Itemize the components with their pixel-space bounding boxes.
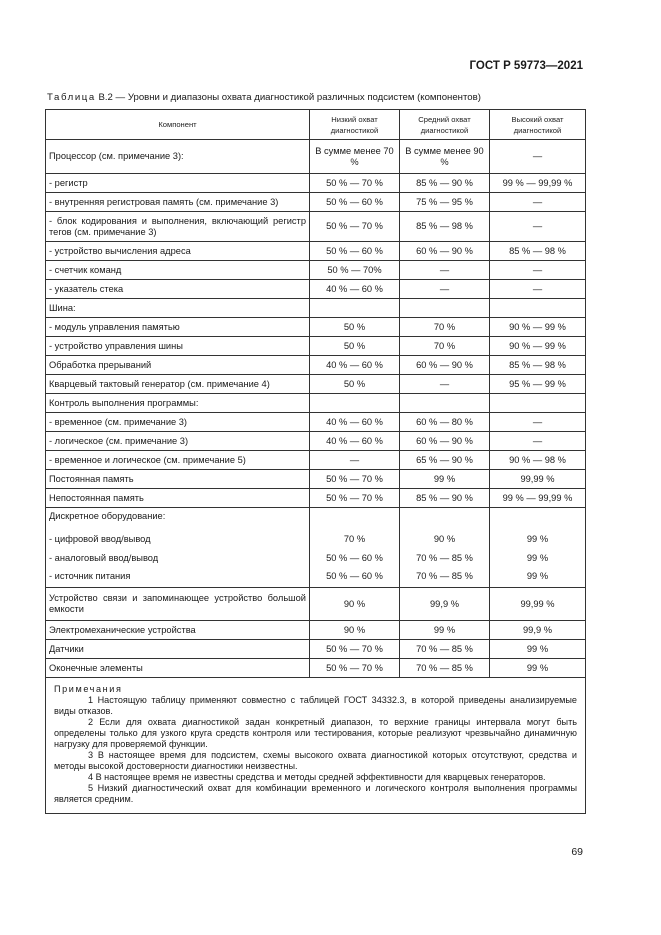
col-header-component: Компонент bbox=[46, 110, 310, 140]
table-row bbox=[46, 451, 586, 470]
discrete-low-value: 70 % bbox=[343, 534, 366, 544]
mid-coverage-cell: 70 % — 85 % bbox=[400, 659, 490, 678]
table-header-row bbox=[46, 110, 586, 140]
low-coverage-cell bbox=[310, 299, 400, 318]
component-cell: Контроль выполнения программы: bbox=[46, 394, 310, 413]
high-coverage-cell bbox=[490, 394, 586, 413]
component-cell: - модуль управления памятью bbox=[46, 318, 310, 337]
component-cell: Шина: bbox=[46, 299, 310, 318]
mid-coverage-cell bbox=[400, 394, 490, 413]
mid-coverage-cell: 60 % — 90 % bbox=[400, 432, 490, 451]
component-cell: - устройство управления шины bbox=[46, 337, 310, 356]
low-coverage-cell: 50 % bbox=[310, 337, 400, 356]
low-coverage-cell: 50 % — 60 % bbox=[310, 193, 400, 212]
discrete-item-label: - аналоговый ввод/вывод bbox=[49, 553, 159, 563]
component-cell: - регистр bbox=[46, 174, 310, 193]
high-coverage-cell: 99 % — 99,99 % bbox=[490, 174, 586, 193]
mid-coverage-cell: 60 % — 90 % bbox=[400, 242, 490, 261]
component-cell: - устройство вычисления адреса bbox=[46, 242, 310, 261]
mid-coverage-cell: 75 % — 95 % bbox=[400, 193, 490, 212]
high-coverage-cell: 99,99 % bbox=[490, 588, 586, 621]
low-coverage-cell: 50 % — 70 % bbox=[310, 470, 400, 489]
low-coverage-cell: 50 % — 70 % bbox=[310, 659, 400, 678]
table-row bbox=[46, 318, 586, 337]
discrete-item-label: - источник питания bbox=[49, 571, 131, 581]
high-coverage-cell: 85 % — 98 % bbox=[490, 242, 586, 261]
high-coverage-cell: 99 % bbox=[490, 640, 586, 659]
note-item: 1 Настоящую таблицу применяют совместно с таблицей ГОСТ 34332.3, в которой приведены анализируемые виды отказов. bbox=[54, 695, 577, 716]
high-coverage-cell: 90 % — 99 % bbox=[490, 318, 586, 337]
high-coverage-cell: — bbox=[490, 193, 586, 212]
component-cell: Процессор (см. примечание 3): bbox=[46, 140, 310, 174]
mid-coverage-cell: 70 % — 85 % bbox=[400, 640, 490, 659]
component-cell: - блок кодирования и выполнения, включающий регистр тегов (см. примечание 3) bbox=[46, 212, 310, 242]
mid-coverage-cell: — bbox=[400, 280, 490, 299]
table-row bbox=[46, 242, 586, 261]
high-coverage-cell: — bbox=[490, 280, 586, 299]
mid-coverage-cell: 70 % bbox=[400, 337, 490, 356]
discrete-title: Дискретное оборудование: bbox=[49, 511, 166, 521]
table-row bbox=[46, 394, 586, 413]
table-row bbox=[46, 356, 586, 375]
note-item: 4 В настоящее время не известны средства и методы средней эффективности для кварцевых генераторов. bbox=[88, 772, 546, 782]
discrete-mid-value: 70 % — 85 % bbox=[416, 571, 473, 581]
low-coverage-cell: 40 % — 60 % bbox=[310, 280, 400, 299]
component-cell: Электромеханические устройства bbox=[46, 621, 310, 640]
caption-text: В.2 — Уровни и диапазоны охвата диагностикой различных подсистем (компонентов) bbox=[95, 92, 481, 103]
col-header-high: Высокий охват диагностикой bbox=[490, 110, 586, 140]
high-coverage-cell: 99 % — 99,99 % bbox=[490, 489, 586, 508]
low-coverage-cell: 50 % bbox=[310, 375, 400, 394]
table-row bbox=[46, 261, 586, 280]
table-row bbox=[46, 470, 586, 489]
low-coverage-cell: В сумме менее 70 % bbox=[310, 140, 400, 174]
discrete-item-label: - цифровой ввод/вывод bbox=[49, 534, 151, 544]
note-item: 5 Низкий диагностический охват для комбинации временного и логического контроля выполнения программы является средним. bbox=[54, 783, 577, 804]
discrete-high-cell bbox=[490, 508, 586, 588]
table-row bbox=[46, 375, 586, 394]
component-cell: - логическое (см. примечание 3) bbox=[46, 432, 310, 451]
high-coverage-cell: 95 % — 99 % bbox=[490, 375, 586, 394]
mid-coverage-cell: — bbox=[400, 375, 490, 394]
discrete-high-value: 99 % bbox=[526, 571, 549, 581]
low-coverage-cell bbox=[310, 394, 400, 413]
notes-row bbox=[46, 678, 586, 814]
component-cell: Обработка прерываний bbox=[46, 356, 310, 375]
table-row bbox=[46, 489, 586, 508]
low-coverage-cell: 50 % — 60 % bbox=[310, 242, 400, 261]
high-coverage-cell: 99,99 % bbox=[490, 470, 586, 489]
table-row-discrete bbox=[46, 508, 586, 588]
mid-coverage-cell: 99,9 % bbox=[400, 588, 490, 621]
col-header-mid: Средний охват диагностикой bbox=[400, 110, 490, 140]
discrete-high-value: 99 % bbox=[526, 553, 549, 563]
mid-coverage-cell: 60 % — 90 % bbox=[400, 356, 490, 375]
notes-cell bbox=[46, 678, 586, 814]
discrete-low-cell bbox=[310, 508, 400, 588]
low-coverage-cell: 50 % — 70 % bbox=[310, 174, 400, 193]
mid-coverage-cell: 99 % bbox=[400, 621, 490, 640]
page-number: 69 bbox=[571, 846, 583, 858]
table-row bbox=[46, 280, 586, 299]
mid-coverage-cell: 85 % — 90 % bbox=[400, 489, 490, 508]
low-coverage-cell: 50 % — 70 % bbox=[310, 640, 400, 659]
high-coverage-cell: — bbox=[490, 212, 586, 242]
discrete-mid-cell bbox=[400, 508, 490, 588]
low-coverage-cell: 50 % — 70 % bbox=[310, 212, 400, 242]
note-item: 3 В настоящее время для подсистем, схемы высокого охвата диагностикой которых отсутствуют, средства и методы высокой достоверности диагностики неизвестны. bbox=[54, 750, 577, 771]
low-coverage-cell: 90 % bbox=[310, 588, 400, 621]
mid-coverage-cell: 65 % — 90 % bbox=[400, 451, 490, 470]
note-item: 2 Если для охвата диагностикой задан конкретный диапазон, то верхние границы интервала могут быть определены только для узкого круга средств контроля или тестирования, которые реализуют чрезвычайно динамичную нагрузку для проверяемой функции. bbox=[54, 717, 577, 749]
high-coverage-cell: 99,9 % bbox=[490, 621, 586, 640]
mid-coverage-cell: 70 % bbox=[400, 318, 490, 337]
table-row bbox=[46, 621, 586, 640]
high-coverage-cell: — bbox=[490, 413, 586, 432]
mid-coverage-cell: 85 % — 90 % bbox=[400, 174, 490, 193]
component-cell: Датчики bbox=[46, 640, 310, 659]
component-cell: - счетчик команд bbox=[46, 261, 310, 280]
table-row bbox=[46, 174, 586, 193]
table-row bbox=[46, 299, 586, 318]
component-cell: - временное (см. примечание 3) bbox=[46, 413, 310, 432]
component-cell: Кварцевый тактовый генератор (см. примечание 4) bbox=[46, 375, 310, 394]
low-coverage-cell: — bbox=[310, 451, 400, 470]
notes-title: Примечания bbox=[54, 684, 123, 694]
col-header-low: Низкий охват диагностикой bbox=[310, 110, 400, 140]
high-coverage-cell: 90 % — 99 % bbox=[490, 337, 586, 356]
table-row bbox=[46, 140, 586, 174]
high-coverage-cell: — bbox=[490, 261, 586, 280]
component-cell: Постоянная память bbox=[46, 470, 310, 489]
table-row bbox=[46, 659, 586, 678]
low-coverage-cell: 50 % — 70% bbox=[310, 261, 400, 280]
low-coverage-cell: 50 % bbox=[310, 318, 400, 337]
low-coverage-cell: 40 % — 60 % bbox=[310, 432, 400, 451]
table-caption bbox=[47, 92, 481, 103]
low-coverage-cell: 40 % — 60 % bbox=[310, 356, 400, 375]
component-cell: - внутренняя регистровая память (см. примечание 3) bbox=[46, 193, 310, 212]
high-coverage-cell: — bbox=[490, 140, 586, 174]
table-row bbox=[46, 193, 586, 212]
high-coverage-cell bbox=[490, 299, 586, 318]
table-row bbox=[46, 432, 586, 451]
discrete-group-cell bbox=[46, 508, 310, 588]
mid-coverage-cell: 99 % bbox=[400, 470, 490, 489]
discrete-mid-value: 70 % — 85 % bbox=[416, 553, 473, 563]
component-cell: Устройство связи и запоминающее устройство большой емкости bbox=[46, 588, 310, 621]
discrete-low-value: 50 % — 60 % bbox=[326, 571, 383, 581]
table-row bbox=[46, 212, 586, 242]
component-cell: Оконечные элементы bbox=[46, 659, 310, 678]
mid-coverage-cell: 60 % — 80 % bbox=[400, 413, 490, 432]
high-coverage-cell: 99 % bbox=[490, 659, 586, 678]
coverage-table bbox=[45, 109, 586, 814]
table-row bbox=[46, 640, 586, 659]
standard-header: ГОСТ Р 59773—2021 bbox=[469, 60, 583, 72]
mid-coverage-cell: — bbox=[400, 261, 490, 280]
caption-prefix: Таблица bbox=[47, 92, 96, 103]
table-row bbox=[46, 337, 586, 356]
low-coverage-cell: 40 % — 60 % bbox=[310, 413, 400, 432]
component-cell: Непостоянная память bbox=[46, 489, 310, 508]
high-coverage-cell: 90 % — 98 % bbox=[490, 451, 586, 470]
low-coverage-cell: 50 % — 70 % bbox=[310, 489, 400, 508]
high-coverage-cell: — bbox=[490, 432, 586, 451]
table-row bbox=[46, 588, 586, 621]
low-coverage-cell: 90 % bbox=[310, 621, 400, 640]
discrete-high-value: 99 % bbox=[526, 534, 549, 544]
table-row bbox=[46, 413, 586, 432]
mid-coverage-cell: В сумме менее 90 % bbox=[400, 140, 490, 174]
mid-coverage-cell: 85 % — 98 % bbox=[400, 212, 490, 242]
discrete-mid-value: 90 % bbox=[433, 534, 456, 544]
discrete-low-value: 50 % — 60 % bbox=[326, 553, 383, 563]
mid-coverage-cell bbox=[400, 299, 490, 318]
component-cell: - временное и логическое (см. примечание 5) bbox=[46, 451, 310, 470]
component-cell: - указатель стека bbox=[46, 280, 310, 299]
high-coverage-cell: 85 % — 98 % bbox=[490, 356, 586, 375]
